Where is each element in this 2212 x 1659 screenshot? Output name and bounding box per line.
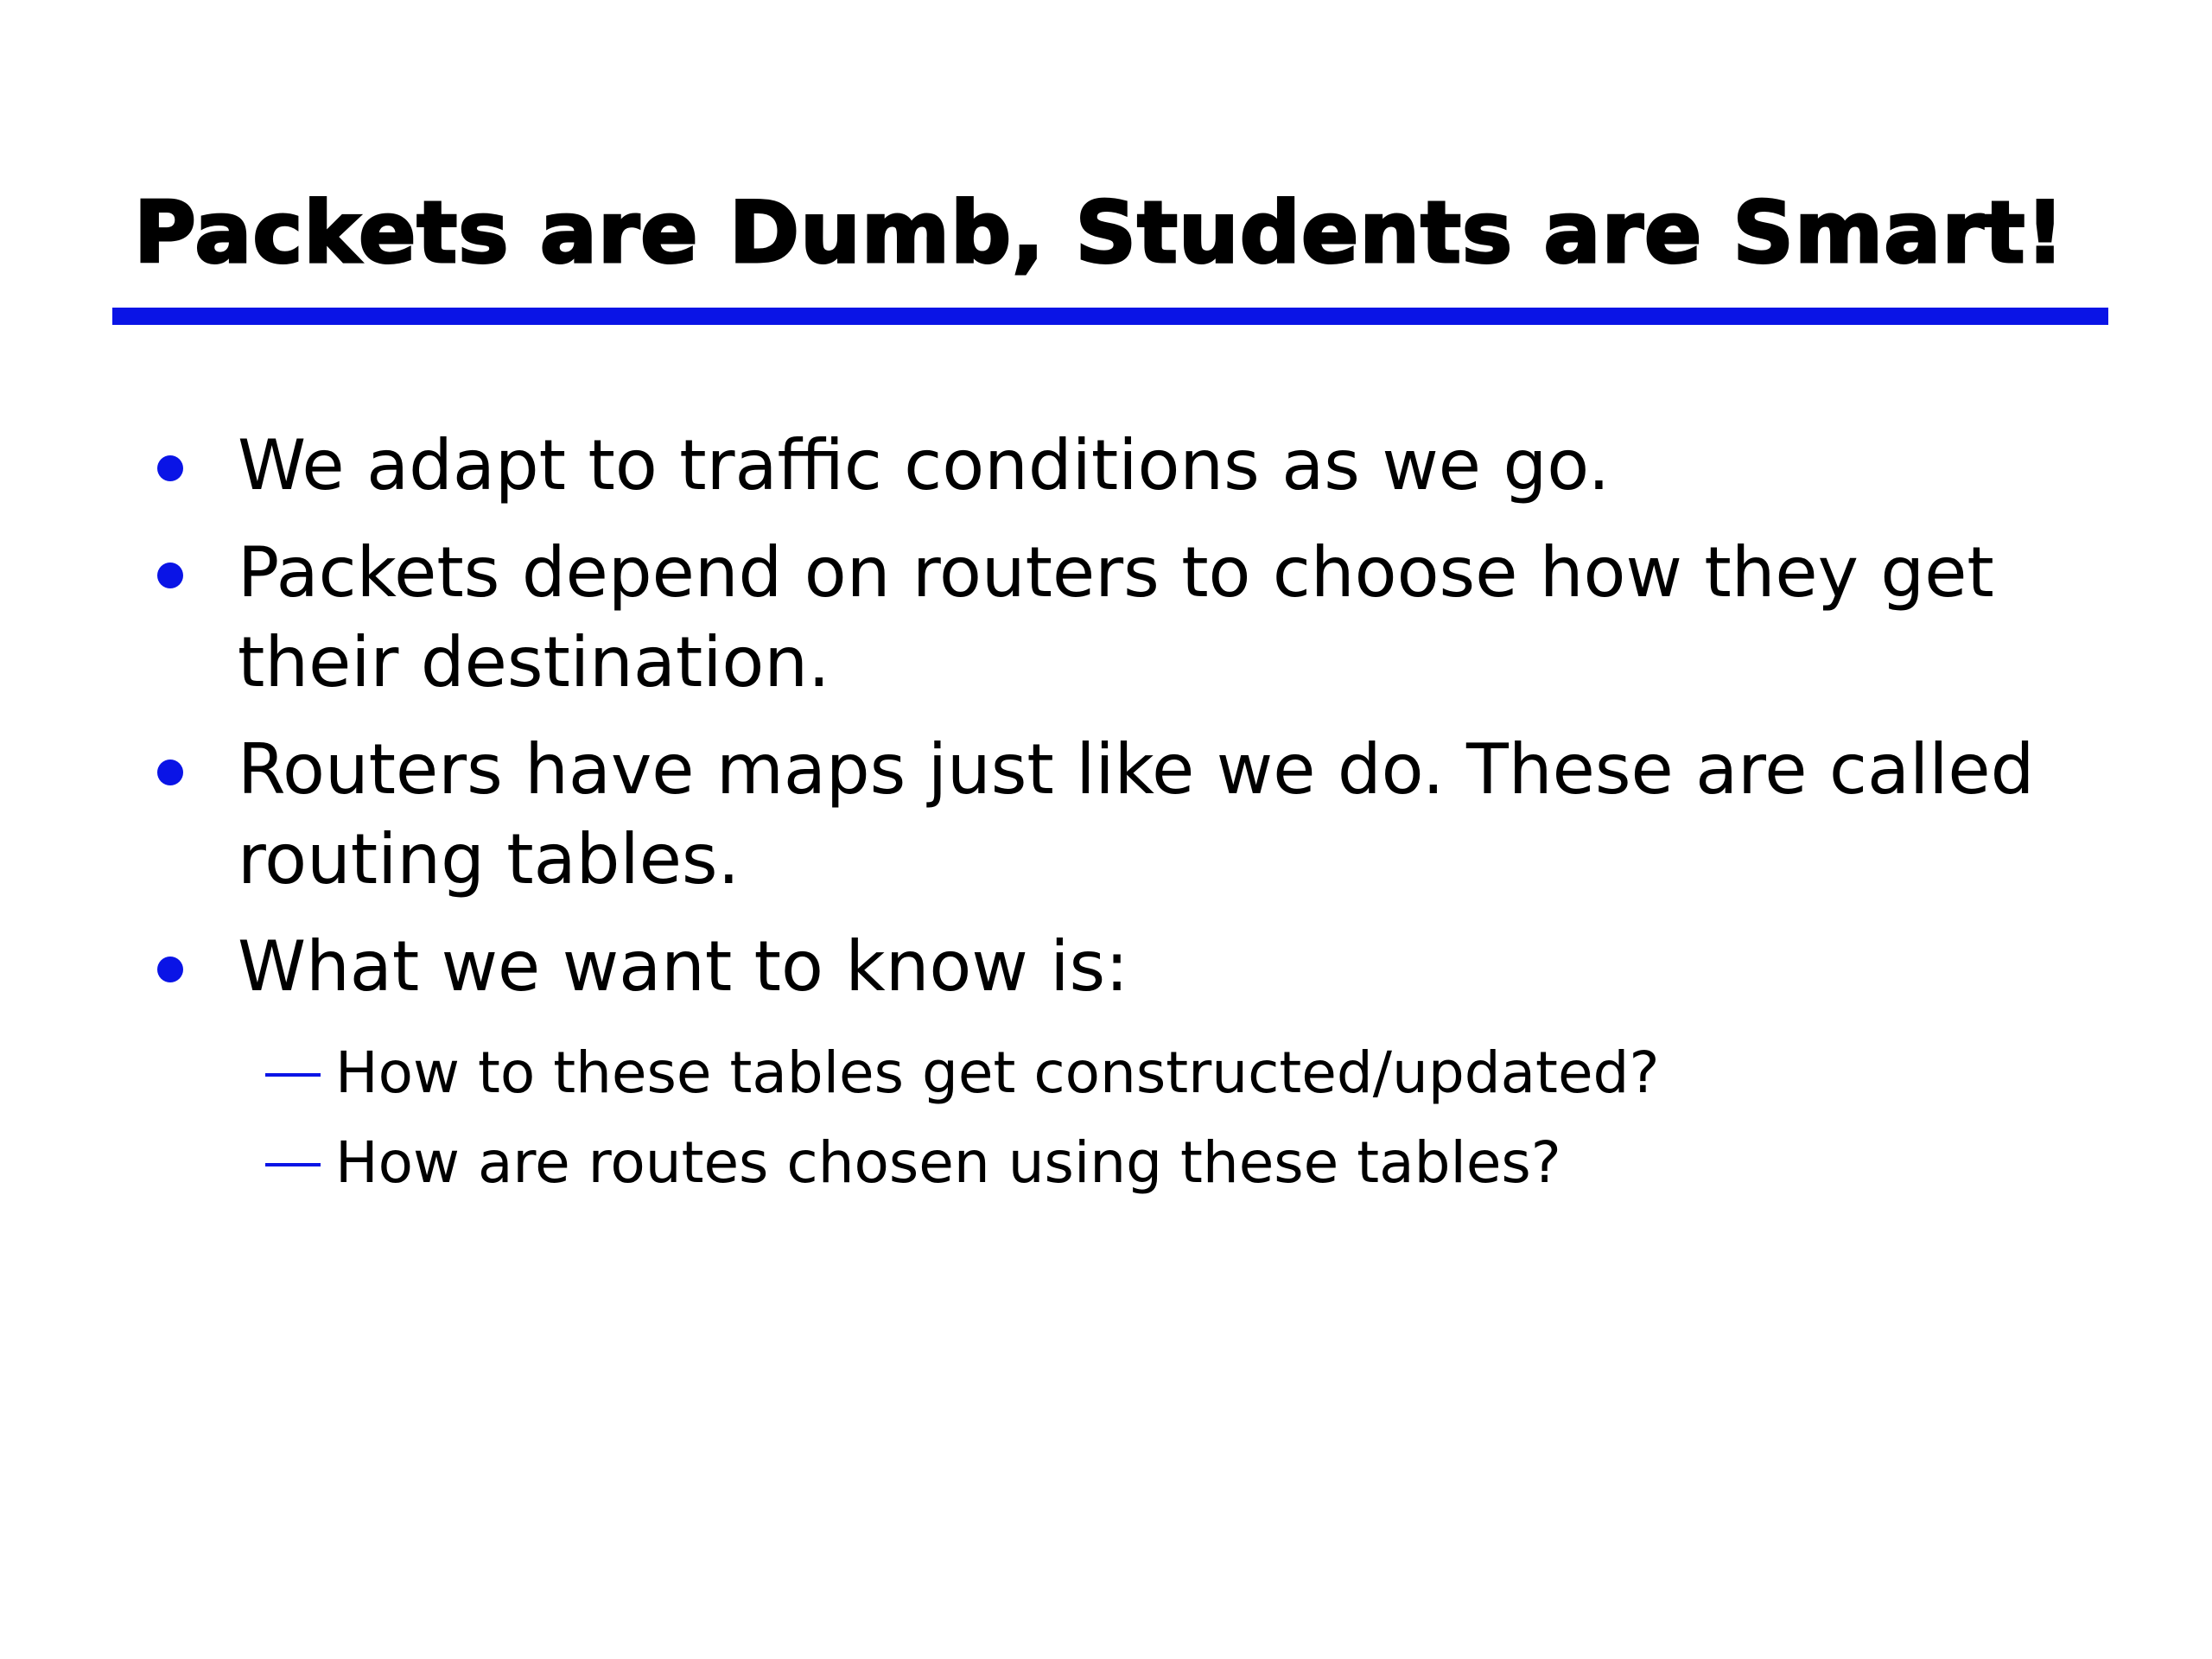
- bullet-list: [0, 421, 2212, 1029]
- bullet-dot-icon: [157, 455, 183, 481]
- dash-icon: [265, 1163, 321, 1166]
- slide-title: Packets are Dumb, Students are Smart!: [134, 184, 2066, 283]
- bullet-dot-icon: [157, 760, 183, 785]
- sub-bullet-item: [0, 1028, 2150, 1118]
- sub-bullet-item: [0, 1118, 2150, 1208]
- dash-icon: [265, 1073, 321, 1077]
- bullet-text: What we want to know is:: [238, 926, 1129, 1007]
- bullet-text: Routers have maps just like we do. These are called routing tables.: [238, 729, 2035, 899]
- bullet-item: [0, 725, 2173, 905]
- sub-bullet-text: How to these tables get constructed/updated?: [335, 1039, 1660, 1106]
- bullet-text: We adapt to traffic conditions as we go.: [238, 425, 1611, 505]
- bullet-dot-icon: [157, 563, 183, 588]
- title-underline: [112, 308, 2108, 325]
- bullet-item: [0, 528, 2173, 708]
- bullet-item: [0, 421, 2173, 511]
- sub-bullet-list: [0, 1028, 2212, 1208]
- sub-bullet-text: How are routes chosen using these tables?: [335, 1129, 1561, 1196]
- bullet-dot-icon: [157, 957, 183, 982]
- bullet-item: [0, 922, 2173, 1012]
- bullet-text: Packets depend on routers to choose how they get their destination.: [238, 532, 1994, 702]
